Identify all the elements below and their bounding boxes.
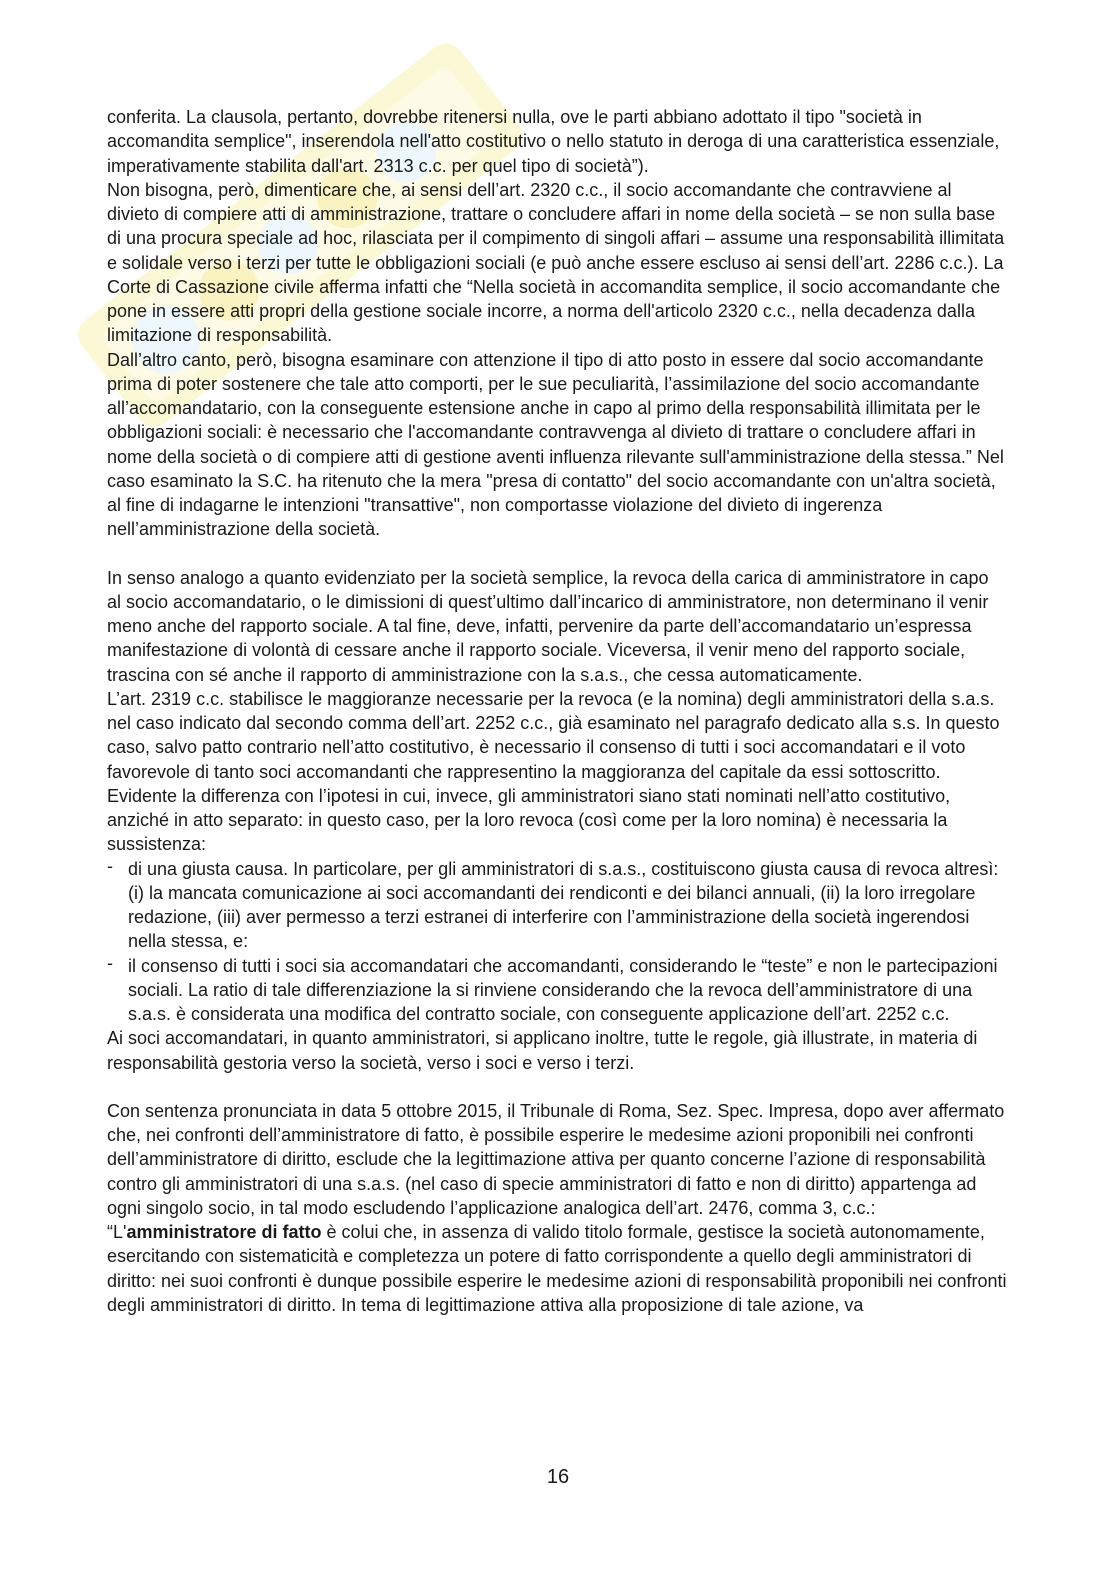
paragraph-sentenza (107, 1099, 1007, 1317)
paragraph-soci-accomandatari: Ai soci accomandatari, in quanto amministratori, si applicano inoltre, tutte le regole, già illustrate, in materia di responsabilità gestoria verso la società, verso i soci e verso i terzi. (107, 1028, 978, 1073)
bullet-marker: - (107, 855, 113, 876)
list-item (107, 954, 1007, 1027)
bullet-marker: - (107, 952, 113, 973)
paragraph-gap (107, 542, 1007, 566)
paragraph-differenza: Evidente la differenza con l’ipotesi in cui, invece, gli amministratori siano stati nominati nell’atto costitutivo, anziché in atto separato: in questo caso, per la loro revoca (così come per la loro nomina) è necessaria la sussistenza: (107, 785, 951, 855)
paragraph-gap (107, 1075, 1007, 1099)
bullet-list (107, 857, 1007, 1027)
paragraph-clausola: conferita. La clausola, pertanto, dovrebbe ritenersi nulla, ove le parti abbiano adottato il tipo "società in accomandita semplice", inserendola nell'atto costitutivo o nello statuto in deroga di una caratteristica essenziale, imperativamente stabilita dall'art. 2313 c.c. per quel tipo di società”). (107, 107, 1000, 176)
list-item-text: il consenso di tutti i soci sia accomandatari che accomandanti, considerando le “teste” e non le partecipazioni sociali. La ratio di tale differenziazione la si rinviene considerando che la revoca dell’amministratore di una s.a.s. è considerata una modifica del contratto sociale, con conseguente applicazione dell’art. 2252 c.c. (128, 955, 998, 1024)
paragraph-revoca-carica: In senso analogo a quanto evidenziato per la società semplice, la revoca della carica di amministratore in capo al socio accomandatario, o le dimissioni di quest’ultimo dall’incarico di amministratore, non determinano il venir meno anche del rapporto sociale. A tal fine, deve, infatti, pervenire da parte dell’accomandatario un’espressa manifestazione di volontà di cessare anche il rapporto sociale. Viceversa, il venir meno del rapporto sociale, trascina con sé anche il rapporto di amministrazione con la s.a.s., che cessa automaticamente. (107, 567, 989, 685)
list-item-text: di una giusta causa. In particolare, per gli amministratori di s.a.s., costituiscono giusta causa di revoca altresì: (i) la mancata comunicazione ai soci accomandanti dei rendiconti e dei bilanci annuali, (ii) la loro irregolare redazione, (iii) aver permesso a terzi estranei di interferire con l’amministrazione della società ingerendosi nella stessa, e: (128, 858, 999, 952)
page-number: 16 (546, 1466, 570, 1488)
paragraph-art-2319: L’art. 2319 c.c. stabilisce le maggioranze necessarie per la revoca (e la nomina) degli amministratori della s.a.s. nel caso indicato dal secondo comma dell’art. 2252 c.c., già esaminato nel paragrafo dedicato alla s.s. In questo caso, salvo patto contrario nell’atto costitutivo, è necessario il consenso di tutti i soci accomandatari e il voto favorevole di tanto soci accomandanti che rappresentino la maggioranza del capitale da essi sottoscritto. (107, 688, 1000, 782)
paragraph-altro-canto: Dall’altro canto, però, bisogna esaminare con attenzione il tipo di atto posto in essere dal socio accomandante prima di poter sostenere che tale atto comporti, per le sue peculiarità, l’assimilazione del socio accomandante all’accomandatario, con la conseguente estensione anche in capo al primo della responsabilità illimitata per le obbligazioni sociali: è necessario che l'accomandante contravvenga al divieto di trattare o concludere affari in nome della società o di compiere atti di gestione aventi influenza rilevante sull'amministrazione della stessa.” Nel caso esaminato la S.C. ha ritenuto che la mera "presa di contatto" del socio accomandante con un'altra società, al fine di indagarne le intenzioni "transattive", non comportasse violazione del divieto di ingerenza nell’amministrazione della società. (107, 349, 1004, 540)
paragraph-socio-accomandante: Non bisogna, però, dimenticare che, ai sensi dell’art. 2320 c.c., il socio accomandante che contravviene al divieto di compiere atti di amministrazione, trattare o concludere affari in nome della società – se non sulla base di una procura speciale ad hoc, rilasciata per il compimento di singoli affari – assume una responsabilità illimitata e solidale verso i terzi per tutte le obbligazioni sociali (e può anche essere escluso ai sensi dell’art. 2286 c.c.). La Corte di Cassazione civile afferma infatti che “Nella società in accomandita semplice, il socio accomandante che pone in essere atti propri della gestione sociale incorre, a norma dell'articolo 2320 c.c., nella decadenza dalla limitazione di responsabilità. (107, 179, 1005, 346)
sentenza-text-after: è colui che, in assenza di valido titolo formale, gestisce la società autonomamente, esercitando con sistematicità e completezza un potere di fatto corrispondente a quello degli amministratori di diritto: nei suoi confronti è dunque possibile esperire le medesime azioni di responsabilità proponibili nei confronti degli amministratori di diritto. In tema di legittimazione attiva alla proposizione di tale azione, va (107, 1222, 1007, 1315)
document-body (107, 105, 1007, 1317)
list-item (107, 857, 1007, 954)
sentenza-bold-term: amministratore di fatto (126, 1222, 322, 1242)
sentenza-text-before: Con sentenza pronunciata in data 5 ottobre 2015, il Tribunale di Roma, Sez. Spec. Impresa, dopo aver affermato che, nei confronti dell’amministratore di fatto, è possibile esperire le medesime azioni proponibili nei confronti dell’amministratore di diritto, esclude che la legittimazione attiva per quanto concerne l’azione di responsabilità contro gli amministratori di una s.a.s. (nel caso di specie amministratori di fatto e non di diritto) appartenga ad ogni singolo socio, in tal modo escludendo l’applicazione analogica dell’art. 2476, comma 3, c.c.: “L' (107, 1100, 1005, 1242)
